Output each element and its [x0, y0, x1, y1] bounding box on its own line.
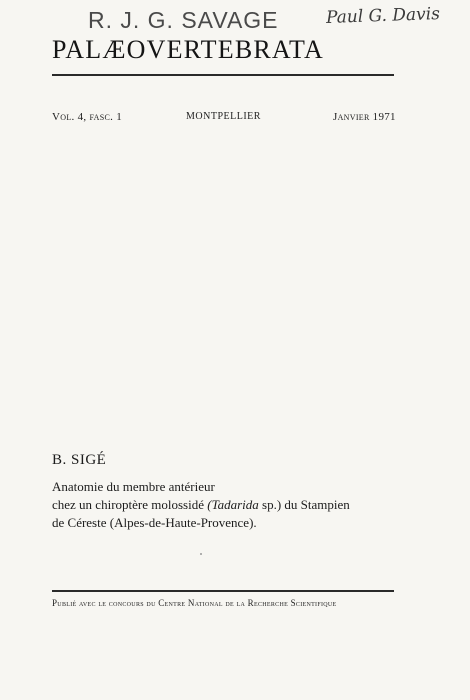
handwritten-signature: Paul G. Davis	[325, 4, 441, 28]
article-title	[52, 478, 397, 532]
footer-rule	[52, 590, 394, 592]
journal-title: PALÆOVERTEBRATA	[52, 35, 324, 64]
volume-info: Vol. 4, fasc. 1	[52, 111, 123, 123]
footer-note: Publié avec le concours du Centre National de la Recherche Scientifique	[52, 598, 337, 608]
paper-speck	[200, 553, 202, 555]
owner-stamp: R. J. G. SAVAGE	[88, 7, 279, 33]
article-title-line-3: de Céreste (Alpes-de-Haute-Provence).	[52, 515, 257, 530]
header-rule	[52, 74, 394, 76]
article-title-line-1: Anatomie du membre antérieur	[52, 479, 215, 494]
article-title-line-2	[52, 496, 397, 514]
article-author: B. SIGÉ	[52, 452, 107, 468]
title-text-pre: chez un chiroptère molossidé	[52, 497, 208, 512]
taxon-sp: sp.)	[258, 497, 282, 512]
taxon-name: (Tadarida	[207, 497, 259, 512]
publication-date: Janvier 1971	[333, 111, 396, 123]
publication-city: MONTPELLIER	[186, 111, 261, 122]
title-text-post: du Stampien	[281, 497, 350, 512]
